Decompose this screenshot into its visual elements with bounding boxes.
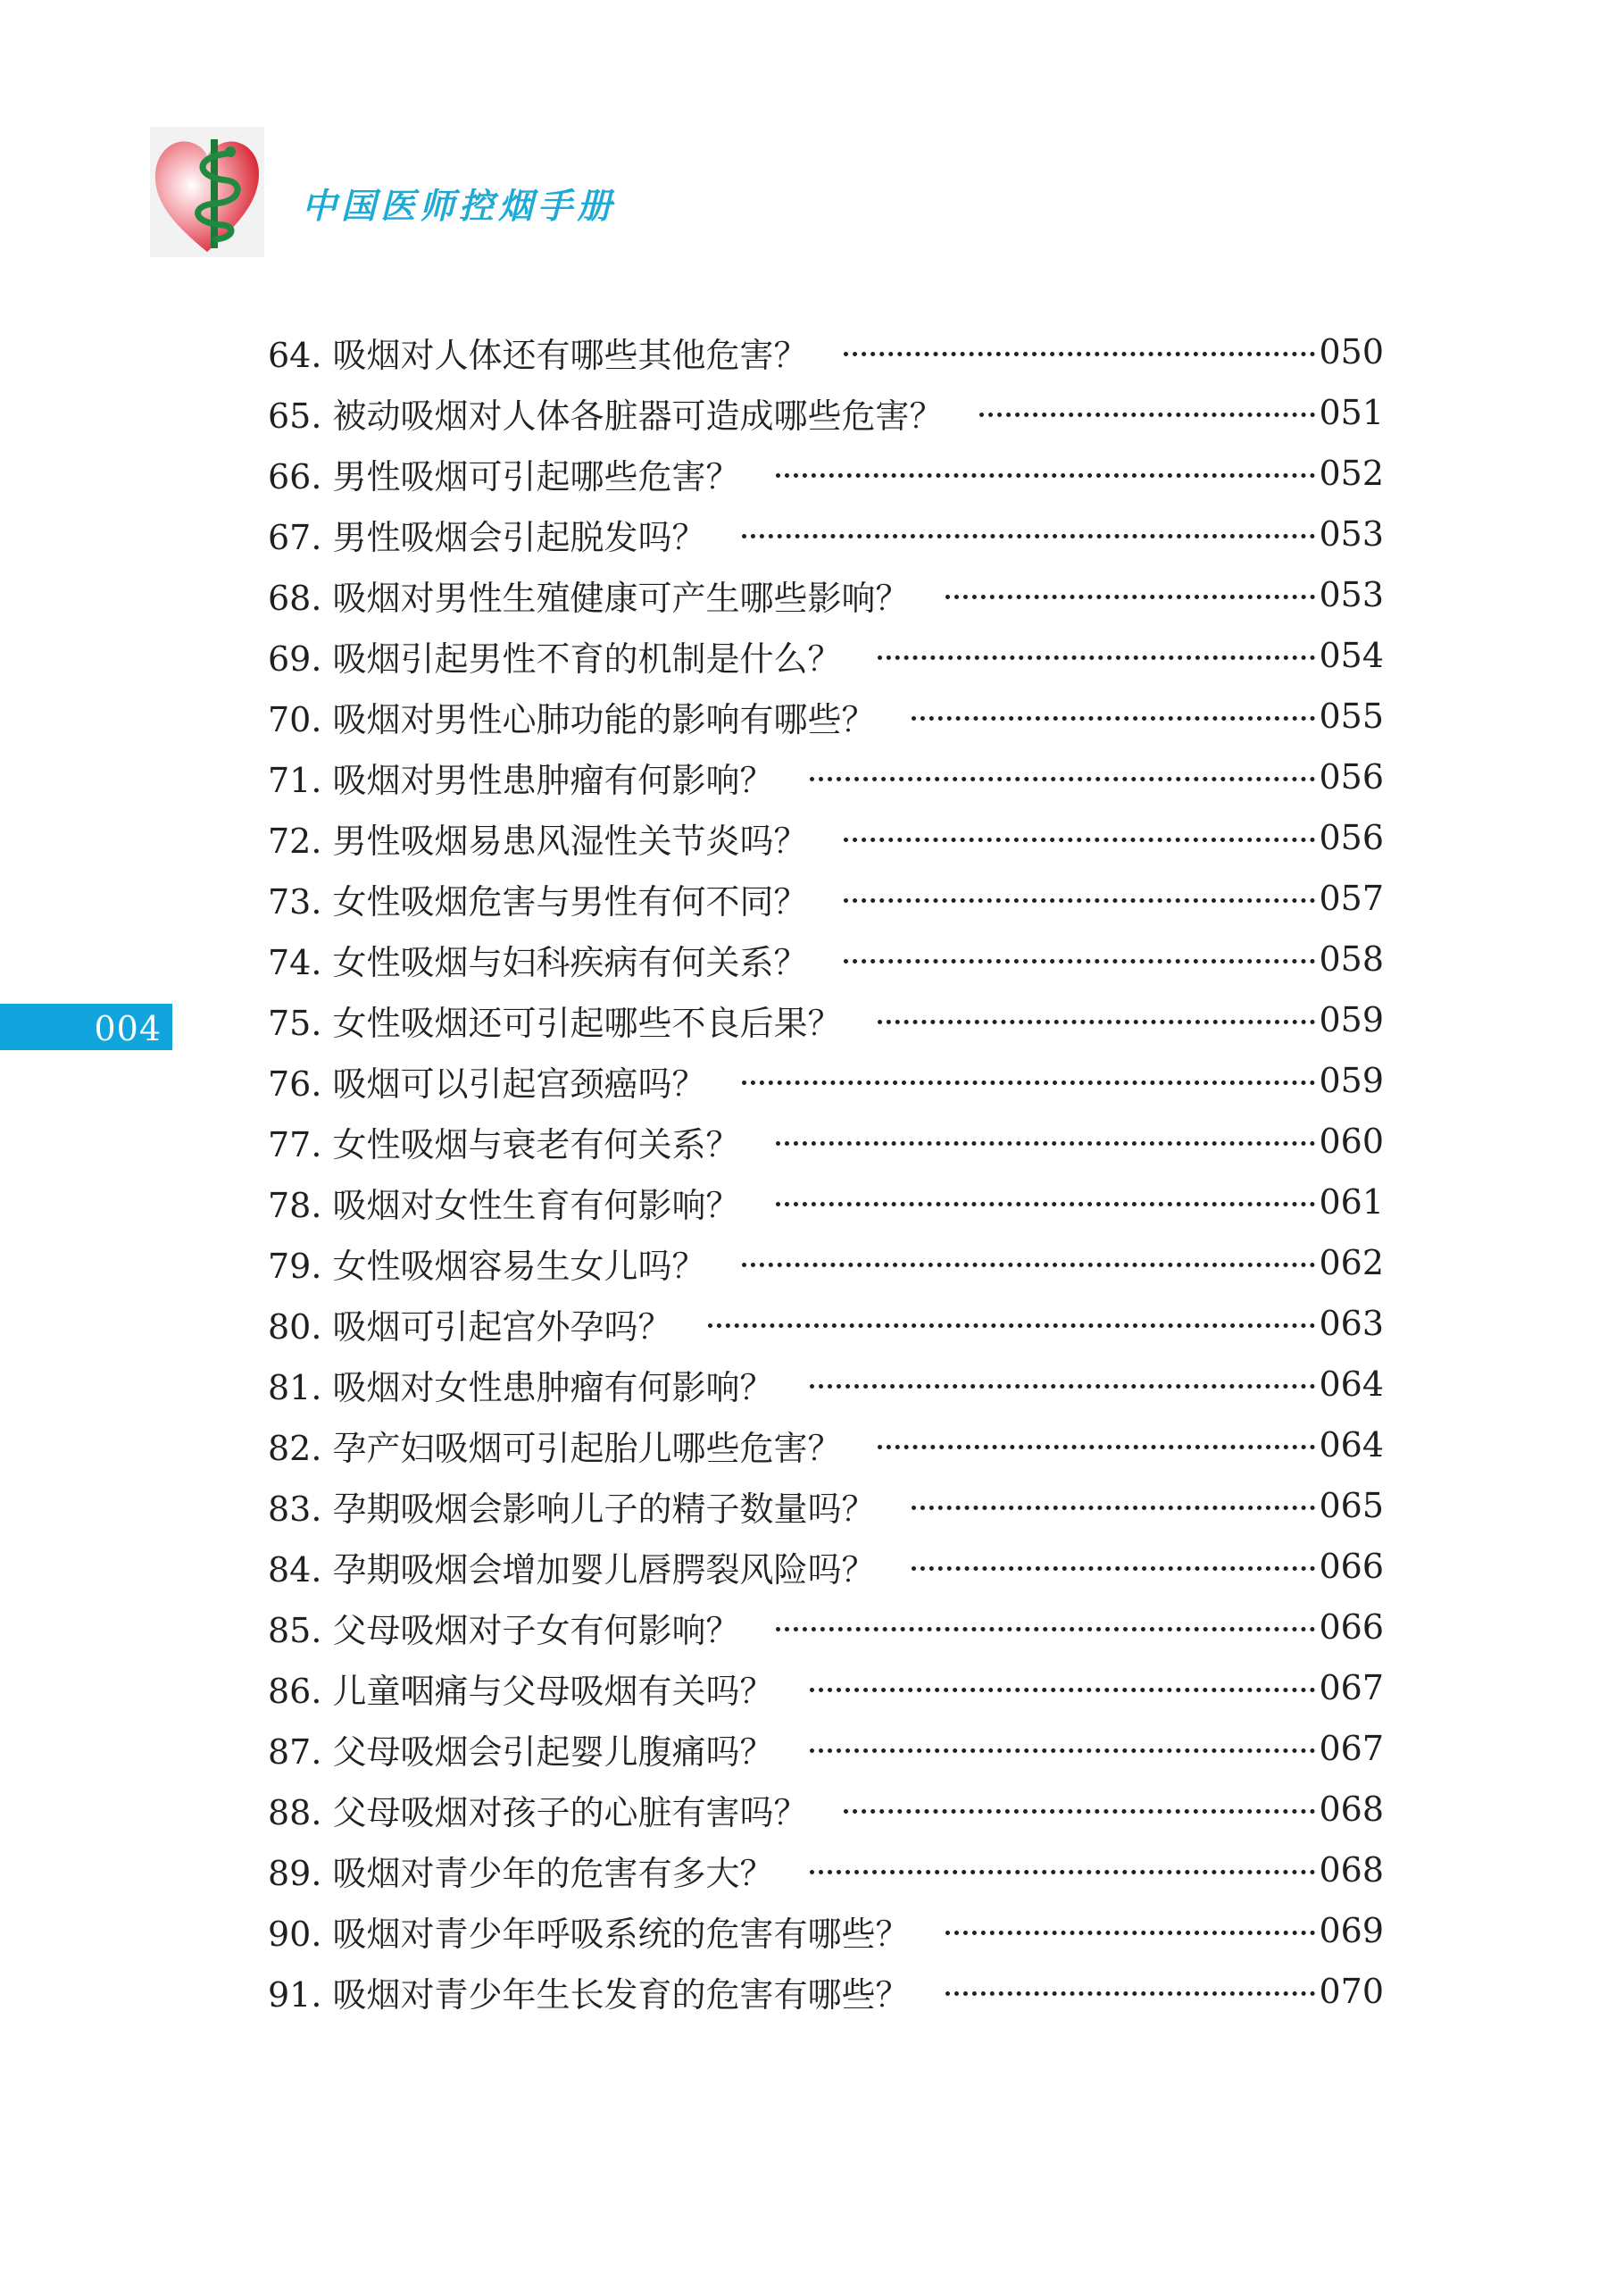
dot-leader — [844, 898, 1316, 903]
dot-leader — [776, 1202, 1316, 1206]
toc-entry — [268, 443, 1384, 504]
toc-entry-title: 80. 吸烟可引起宫外孕吗？ — [268, 1306, 672, 1347]
toc-entry — [268, 989, 1384, 1050]
dot-leader — [776, 473, 1316, 478]
dot-leader — [742, 534, 1316, 538]
toc-entry-title: 85. 父母吸烟对子女有何影响？ — [268, 1610, 740, 1650]
dot-leader — [708, 1323, 1316, 1328]
toc-entry-page: 069 — [1319, 1911, 1384, 1950]
toc-entry-title: 73. 女性吸烟危害与男性有何不同？ — [268, 881, 808, 922]
dot-leader — [878, 655, 1316, 660]
dot-leader — [810, 1384, 1316, 1389]
toc-entry-page: 064 — [1319, 1364, 1384, 1404]
dot-leader — [945, 1931, 1316, 1935]
toc-entry — [268, 747, 1384, 807]
toc-entry-title: 75. 女性吸烟还可引起哪些不良后果？ — [268, 1003, 842, 1043]
toc-entry-page: 061 — [1319, 1182, 1384, 1222]
toc-entry — [268, 1414, 1384, 1475]
toc-entry-title: 78. 吸烟对女性生育有何影响？ — [268, 1185, 740, 1225]
dot-leader — [945, 1991, 1316, 1996]
toc-entry-page: 053 — [1319, 575, 1384, 614]
toc-entry — [268, 807, 1384, 868]
toc-entry-title: 88. 父母吸烟对孩子的心脏有害吗？ — [268, 1792, 808, 1832]
dot-leader — [912, 1566, 1316, 1571]
dot-leader — [810, 1870, 1316, 1874]
toc-entry-title: 69. 吸烟引起男性不育的机制是什么？ — [268, 638, 842, 679]
toc-entry-page: 067 — [1319, 1729, 1384, 1768]
toc-entry — [268, 382, 1384, 443]
toc-entry — [268, 1718, 1384, 1779]
toc-entry-title: 76. 吸烟可以引起宫颈癌吗？ — [268, 1064, 706, 1104]
toc-entry — [268, 1354, 1384, 1414]
toc-entry — [268, 1050, 1384, 1111]
toc-entry-page: 054 — [1319, 636, 1384, 675]
toc-entry-page: 055 — [1319, 697, 1384, 736]
toc-entry-page: 053 — [1319, 514, 1384, 554]
toc-entry-page: 062 — [1319, 1243, 1384, 1282]
toc-entry-page: 067 — [1319, 1668, 1384, 1707]
toc-entry-title: 86. 儿童咽痛与父母吸烟有关吗？ — [268, 1671, 774, 1711]
dot-leader — [979, 413, 1316, 417]
toc-entry-page: 064 — [1319, 1425, 1384, 1464]
toc-entry-title: 90. 吸烟对青少年呼吸系统的危害有哪些？ — [268, 1914, 910, 1954]
toc-entry-page: 059 — [1319, 1061, 1384, 1100]
toc-entry-page: 068 — [1319, 1850, 1384, 1890]
dot-leader — [912, 1506, 1316, 1510]
page-number: 004 — [94, 1009, 162, 1048]
dot-leader — [844, 838, 1316, 842]
toc-entry-title: 66. 男性吸烟可引起哪些危害？ — [268, 456, 740, 496]
toc-entry — [268, 1232, 1384, 1293]
toc-entry-page: 065 — [1319, 1486, 1384, 1525]
book-title: 中国医师控烟手册 — [302, 187, 617, 227]
toc-entry — [268, 868, 1384, 929]
page-number-tab — [0, 1004, 172, 1050]
dot-leader — [878, 1020, 1316, 1024]
toc-entry — [268, 1657, 1384, 1718]
toc-entry-title: 71. 吸烟对男性患肿瘤有何影响？ — [268, 760, 774, 800]
toc-entry-title: 65. 被动吸烟对人体各脏器可造成哪些危害？ — [268, 396, 944, 436]
dot-leader — [878, 1445, 1316, 1449]
toc-entry-title: 82. 孕产妇吸烟可引起胎儿哪些危害？ — [268, 1428, 842, 1468]
toc-entry-title: 83. 孕期吸烟会影响儿子的精子数量吗？ — [268, 1489, 876, 1529]
toc-entry-page: 051 — [1319, 393, 1384, 432]
toc-entry-title: 77. 女性吸烟与衰老有何关系？ — [268, 1124, 740, 1164]
toc-entry-page: 058 — [1319, 939, 1384, 979]
dot-leader — [912, 716, 1316, 721]
toc-entry-page: 050 — [1319, 332, 1384, 371]
toc-entry — [268, 1536, 1384, 1597]
toc-entry-page: 066 — [1319, 1547, 1384, 1586]
dot-leader — [844, 959, 1316, 964]
heart-caduceus-icon — [150, 127, 264, 257]
toc-entry — [268, 1779, 1384, 1840]
toc-entry-page: 060 — [1319, 1122, 1384, 1161]
dot-leader — [810, 1688, 1316, 1692]
toc-entry — [268, 1172, 1384, 1232]
toc-entry — [268, 1961, 1384, 2022]
toc-entry — [268, 1900, 1384, 1961]
toc-entry-title: 91. 吸烟对青少年生长发育的危害有哪些？ — [268, 1974, 910, 2015]
toc-entry-title: 70. 吸烟对男性心肺功能的影响有哪些？ — [268, 699, 876, 739]
toc-entry-title: 84. 孕期吸烟会增加婴儿唇腭裂风险吗？ — [268, 1549, 876, 1590]
toc-entry-title: 64. 吸烟对人体还有哪些其他危害？ — [268, 335, 808, 375]
dot-leader — [742, 1263, 1316, 1267]
toc-entry-title: 72. 男性吸烟易患风湿性关节炎吗？ — [268, 821, 808, 861]
dot-leader — [776, 1627, 1316, 1631]
table-of-contents — [268, 321, 1384, 2022]
toc-entry-page: 059 — [1319, 1000, 1384, 1039]
toc-entry-page: 066 — [1319, 1607, 1384, 1647]
toc-entry-title: 81. 吸烟对女性患肿瘤有何影响？ — [268, 1367, 774, 1407]
toc-entry — [268, 1840, 1384, 1900]
toc-entry — [268, 929, 1384, 989]
toc-entry-title: 87. 父母吸烟会引起婴儿腹痛吗？ — [268, 1731, 774, 1772]
toc-entry — [268, 1111, 1384, 1172]
toc-entry-title: 79. 女性吸烟容易生女儿吗？ — [268, 1246, 706, 1286]
toc-entry-page: 070 — [1319, 1972, 1384, 2011]
toc-entry — [268, 1597, 1384, 1657]
toc-entry — [268, 1475, 1384, 1536]
dot-leader — [810, 1748, 1316, 1753]
toc-entry-page: 052 — [1319, 454, 1384, 493]
dot-leader — [945, 595, 1316, 599]
toc-entry-page: 068 — [1319, 1790, 1384, 1829]
toc-entry — [268, 321, 1384, 382]
toc-entry-page: 057 — [1319, 879, 1384, 918]
dot-leader — [844, 1809, 1316, 1814]
toc-entry-page: 063 — [1319, 1304, 1384, 1343]
toc-entry-title: 68. 吸烟对男性生殖健康可产生哪些影响？ — [268, 578, 910, 618]
toc-entry — [268, 564, 1384, 625]
toc-entry-page: 056 — [1319, 818, 1384, 857]
toc-entry-page: 056 — [1319, 757, 1384, 797]
dot-leader — [844, 352, 1316, 356]
toc-entry — [268, 504, 1384, 564]
toc-entry — [268, 686, 1384, 747]
toc-entry-title: 67. 男性吸烟会引起脱发吗？ — [268, 517, 706, 557]
book-logo — [150, 127, 264, 257]
toc-entry-title: 89. 吸烟对青少年的危害有多大？ — [268, 1853, 774, 1893]
toc-entry-title: 74. 女性吸烟与妇科疾病有何关系？ — [268, 942, 808, 982]
dot-leader — [742, 1081, 1316, 1085]
dot-leader — [810, 777, 1316, 781]
toc-entry — [268, 625, 1384, 686]
toc-entry — [268, 1293, 1384, 1354]
dot-leader — [776, 1141, 1316, 1146]
